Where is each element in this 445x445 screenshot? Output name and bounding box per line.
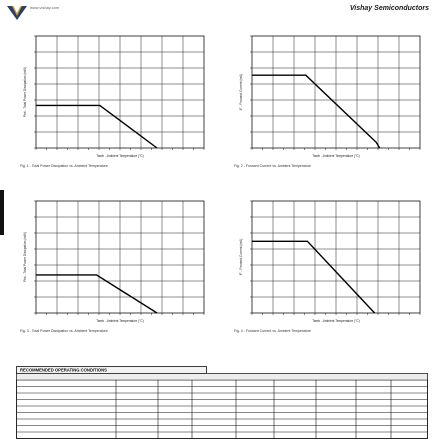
table-title: RECOMMENDED OPERATING CONDITIONS (20, 367, 107, 373)
side-tab-marker (0, 190, 4, 235)
table-header-row (17, 374, 427, 380)
x-axis-label: Tamb - Ambient Temperature (°C) (96, 154, 144, 158)
derating-curve (252, 241, 375, 313)
figure-1-caption: Fig. 1 - Total Power Dissipation vs. Ambient Temperature (20, 164, 108, 168)
figure-2-plot (234, 30, 434, 170)
derating-curve (36, 105, 157, 148)
operating-conditions-table (16, 366, 428, 439)
y-axis-label: Ptot - Total Power Dissipation (mW) (23, 66, 27, 118)
figure-4-caption: Fig. 4 - Forward Current vs. Ambient Temperature (234, 329, 311, 333)
figure-4-plot (234, 195, 434, 335)
figure-1 (20, 30, 220, 170)
vishay-logo-icon (7, 6, 27, 20)
derating-curve (36, 275, 157, 313)
figure-3-plot (20, 195, 220, 335)
figure-2 (234, 30, 434, 170)
y-axis-label: IF - Forward Current (mA) (239, 238, 243, 276)
figure-2-caption: Fig. 2 - Forward Current vs. Ambient Temperature (234, 164, 311, 168)
company-name: Vishay Semiconductors (349, 5, 429, 12)
x-axis-label: Tamb - Ambient Temperature (°C) (312, 319, 360, 323)
x-axis-label: Tamb - Ambient Temperature (°C) (96, 319, 144, 323)
figure-1-plot (20, 30, 220, 170)
y-axis-label: Ptot - Total Power Dissipation (mW) (23, 231, 27, 283)
page-header (0, 0, 445, 34)
figure-4 (234, 195, 434, 335)
site-url: www.vishay.com (30, 5, 60, 10)
y-axis-label: IF - Forward Current (mA) (239, 73, 243, 111)
figure-3-caption: Fig. 3 - Total Power Dissipation vs. Ambient Temperature (20, 329, 108, 333)
x-axis-label: Tamb - Ambient Temperature (°C) (312, 154, 360, 158)
figure-3 (20, 195, 220, 335)
derating-curve (252, 75, 380, 148)
